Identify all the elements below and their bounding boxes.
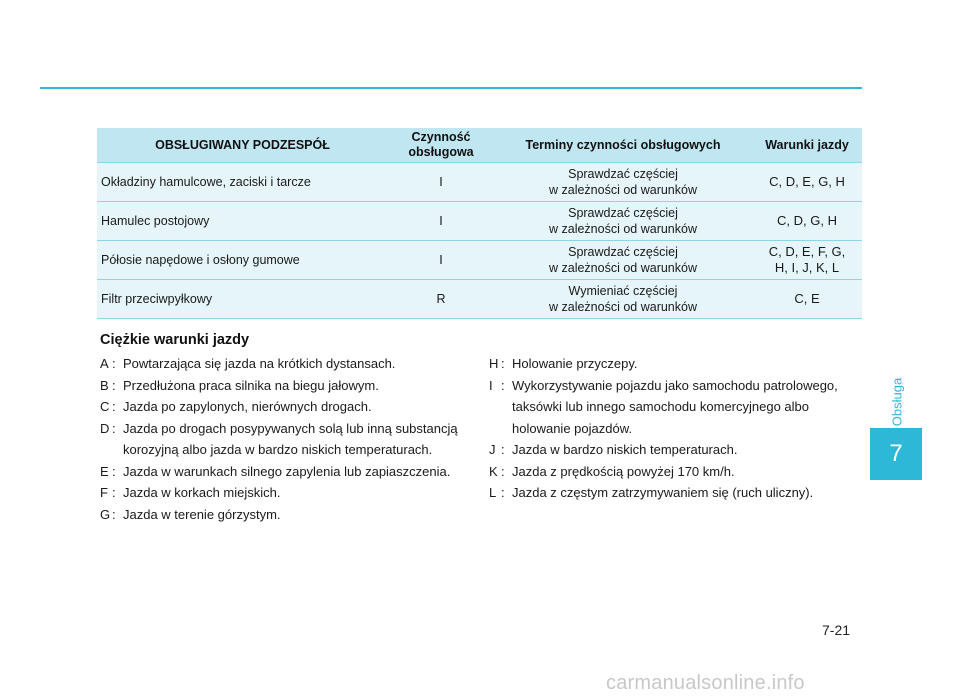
condition-item: E : Jazda w warunkach silnego zapylenia lub zapiaszczenia. <box>100 461 480 483</box>
condition-text: Jazda w terenie górzystym. <box>123 506 281 522</box>
table-row <box>97 280 862 319</box>
condition-letter: B <box>100 377 109 393</box>
condition-item: F : Jazda w korkach miejskich. <box>100 482 480 504</box>
condition-letter: K <box>489 463 498 479</box>
condition-item: C : Jazda po zapylonych, nierównych drogach. <box>100 396 480 418</box>
row-interval <box>494 202 752 241</box>
condition-text: Wykorzystywanie pojazdu jako samochodu patrolowego, taksówki lub innego samochodu komercyjnego albo holowanie pojazdów. <box>512 377 838 436</box>
table-row <box>97 241 862 280</box>
condition-text: Jazda po zapylonych, nierównych drogach. <box>123 399 372 414</box>
condition-item: B : Przedłużona praca silnika na biegu jałowym. <box>100 375 480 397</box>
row-interval-line1: Sprawdzać częściej <box>568 245 678 259</box>
header-component: OBSŁUGIWANY PODZESPÓŁ <box>97 128 388 163</box>
condition-text: Powtarzająca się jazda na krótkich dystansach. <box>123 356 396 371</box>
table-header-row <box>97 128 862 163</box>
condition-item: J : Jazda w bardzo niskich temperaturach. <box>489 439 869 461</box>
watermark: carmanualsonline.info <box>606 672 805 694</box>
header-action <box>388 128 494 163</box>
condition-item: A : Powtarzająca się jazda na krótkich dystansach. <box>100 353 480 375</box>
chapter-label-text: Obsługa <box>889 377 905 427</box>
row-conditions <box>752 280 862 319</box>
row-interval <box>494 241 752 280</box>
conditions-list-right <box>489 353 869 504</box>
condition-text: Jazda z częstym zatrzymywaniem się (ruch uliczny). <box>512 485 814 500</box>
row-component: Hamulec postojowy <box>97 202 388 241</box>
condition-item: D : Jazda po drogach posypywanych solą lub inną substancją korozyjną albo jazda w bardzo niskich temperaturach. <box>100 418 480 461</box>
condition-text: Przedłużona praca silnika na biegu jałowym. <box>123 377 379 393</box>
row-component: Półosie napędowe i osłony gumowe <box>97 241 388 280</box>
condition-letter: I <box>489 377 493 393</box>
condition-letter: E <box>100 463 109 479</box>
condition-letter: L <box>489 485 497 500</box>
condition-letter: A <box>100 356 109 371</box>
header-interval: Terminy czynności obsługowych <box>494 128 752 163</box>
condition-text: Jazda z prędkością powyżej 170 km/h. <box>512 463 735 479</box>
row-interval-line2: w zależności od warunków <box>549 222 697 236</box>
row-component: Okładziny hamulcowe, zaciski i tarcze <box>97 163 388 202</box>
condition-text: Jazda w korkach miejskich. <box>123 485 281 500</box>
table-row <box>97 163 862 202</box>
row-conditions-line1: C, E <box>794 291 820 306</box>
row-interval <box>494 280 752 319</box>
row-interval-line1: Wymieniać częściej <box>568 284 678 298</box>
row-interval-line2: w zależności od warunków <box>549 183 697 197</box>
header-action-line2: obsługowa <box>408 145 474 159</box>
condition-item: K : Jazda z prędkością powyżej 170 km/h. <box>489 461 869 483</box>
row-action: I <box>388 202 494 241</box>
condition-letter: H <box>489 356 499 371</box>
condition-letter: J <box>489 442 496 457</box>
condition-letter: C <box>100 399 110 414</box>
condition-text: Holowanie przyczepy. <box>512 356 638 371</box>
row-component: Filtr przeciwpyłkowy <box>97 280 388 319</box>
condition-letter: F <box>100 485 108 500</box>
condition-text: Jazda w bardzo niskich temperaturach. <box>512 442 738 457</box>
table-row <box>97 202 862 241</box>
row-conditions-line2: H, I, J, K, L <box>774 260 840 275</box>
row-interval-line2: w zależności od warunków <box>549 300 697 314</box>
row-interval <box>494 163 752 202</box>
row-action: I <box>388 163 494 202</box>
chapter-label <box>876 377 918 427</box>
row-conditions-line1: C, D, G, H <box>777 213 837 228</box>
condition-letter: D <box>100 420 110 436</box>
condition-item: I : Wykorzystywanie pojazdu jako samochodu patrolowego, taksówki lub innego samochodu komercyjnego albo holowanie pojazdów. <box>489 375 869 440</box>
condition-item: G : Jazda w terenie górzystym. <box>100 504 480 526</box>
condition-item: H : Holowanie przyczepy. <box>489 353 869 375</box>
condition-text: Jazda w warunkach silnego zapylenia lub zapiaszczenia. <box>123 463 451 479</box>
page-number: 7-21 <box>822 622 851 638</box>
row-interval-line1: Sprawdzać częściej <box>568 167 678 181</box>
header-action-line1: Czynność <box>411 130 471 144</box>
row-conditions-line1: C, D, E, F, G, <box>768 244 846 259</box>
row-action: R <box>388 280 494 319</box>
row-interval-line2: w zależności od warunków <box>549 261 697 275</box>
condition-text: Jazda po drogach posypywanych solą lub inną substancją korozyjną albo jazda w bardzo niskich temperaturach. <box>123 420 458 457</box>
condition-letter: G <box>100 506 111 522</box>
condition-item: L : Jazda z częstym zatrzymywaniem się (ruch uliczny). <box>489 482 869 504</box>
row-conditions <box>752 163 862 202</box>
maintenance-table <box>97 128 862 319</box>
row-conditions-line1: C, D, E, G, H <box>769 174 845 189</box>
row-interval-line1: Sprawdzać częściej <box>568 206 678 220</box>
chapter-tab[interactable]: 7 <box>870 428 922 480</box>
conditions-list-left <box>100 353 480 525</box>
row-action: I <box>388 241 494 280</box>
section-title: Ciężkie warunki jazdy <box>100 332 250 348</box>
row-conditions <box>752 241 862 280</box>
top-rule <box>40 87 862 89</box>
header-conditions: Warunki jazdy <box>752 128 862 163</box>
row-conditions <box>752 202 862 241</box>
